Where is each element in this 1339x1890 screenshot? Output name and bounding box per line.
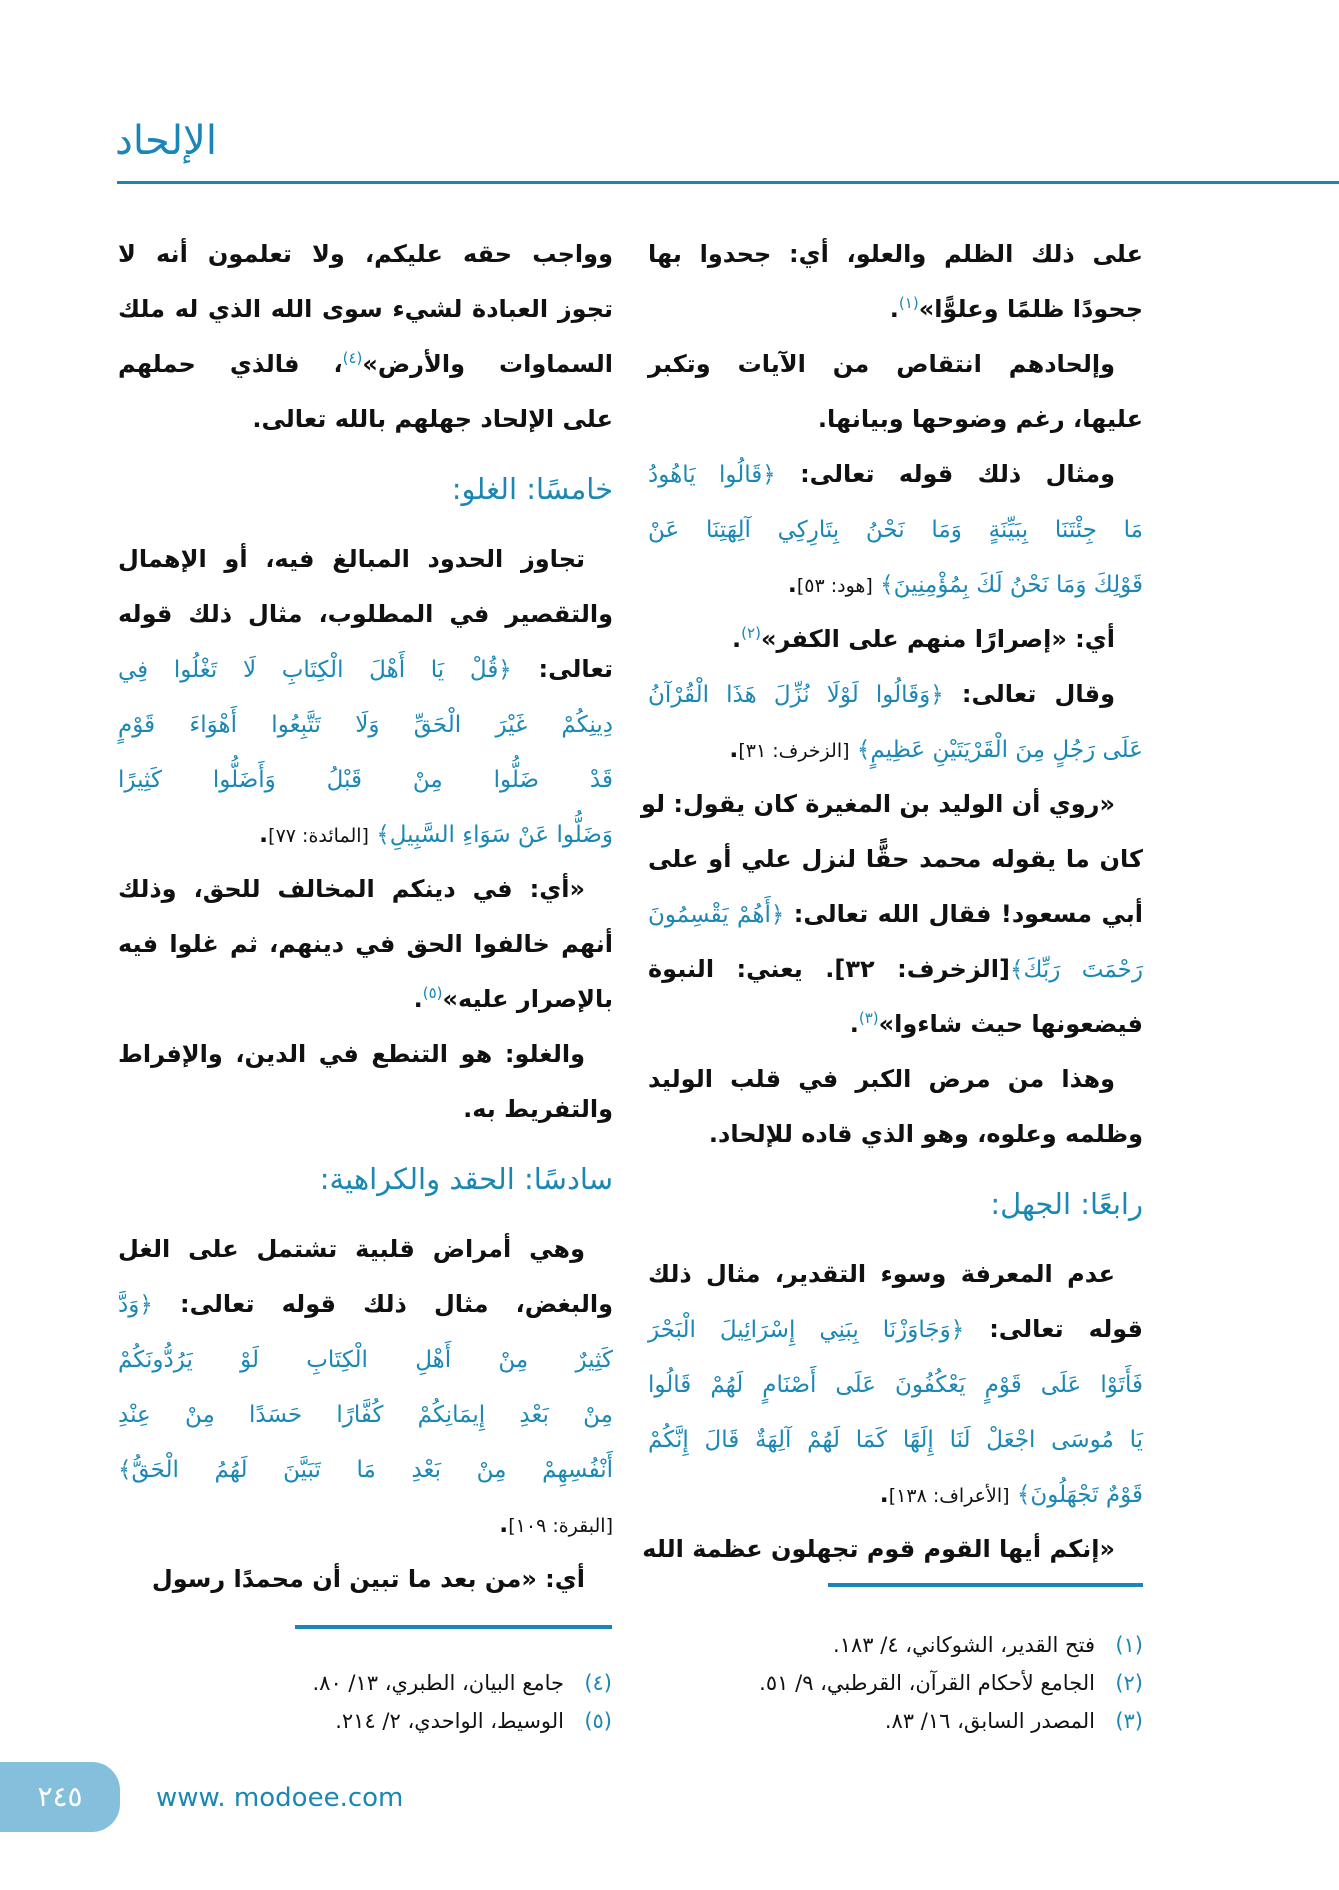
verse-reference: [هود: ٥٣] (796, 575, 873, 597)
verse-reference: [البقرة: ١٠٩] (508, 1515, 613, 1537)
text-line (648, 612, 1143, 667)
body-text: وهي أمراض قلبية تشتمل على الغل (118, 1235, 585, 1263)
body-text: وواجب حقه عليكم، ولا تعلمون أنه لا (118, 240, 613, 268)
text-line (118, 587, 613, 642)
body-text: والتقصير في المطلوب، مثال ذلك قوله (118, 600, 613, 628)
footnote-marker[interactable]: (٣) (858, 1009, 879, 1027)
body-text: وإلحادهم انتقاص من الآيات وتكبر (648, 350, 1115, 378)
quran-verse: ﴿أَهُمْ يَقْسِمُونَ (648, 902, 785, 928)
footnote-text: فتح القدير، الشوكاني، ٤/ ١٨٣. (833, 1633, 1095, 1657)
footnotes-right (759, 1626, 1143, 1740)
text-line (118, 1387, 613, 1442)
text-line (648, 1467, 1143, 1522)
footnote-number: (٥) (584, 1709, 612, 1733)
body-text: بالإصرار عليه» (442, 985, 613, 1013)
running-header-title: الإلحاد (115, 118, 217, 164)
text-line (118, 807, 613, 862)
quran-verse: قَوْلِكَ وَمَا نَحْنُ لَكَ بِمُؤْمِنِينَ﴾ (872, 572, 1143, 598)
body-text: وهذا من مرض الكبر في قلب الوليد (648, 1065, 1115, 1093)
body-text: . (787, 570, 797, 598)
verse-reference: [الأعراف: ١٣٨] (888, 1485, 1010, 1507)
footnote-text: الجامع لأحكام القرآن، القرطبي، ٩/ ٥١. (759, 1671, 1095, 1695)
verse-reference: [الزخرف: ٣١] (738, 740, 850, 762)
body-text: عدم المعرفة وسوء التقدير، مثال ذلك (648, 1260, 1115, 1288)
text-line (118, 1497, 613, 1552)
footnote-marker[interactable]: (٤) (342, 349, 363, 367)
footnote-marker[interactable]: (٥) (422, 984, 443, 1002)
text-line (648, 1302, 1143, 1357)
quran-verse: وَضَلُّوا عَنْ سَوَاءِ السَّبِيلِ﴾ (368, 822, 613, 848)
text-line (118, 862, 613, 917)
section-heading: رابعًا: الجهل: (990, 1187, 1143, 1221)
text-line (118, 1027, 613, 1082)
text-line (640, 777, 1143, 832)
body-text: . (499, 1510, 509, 1538)
quran-verse: دِينِكُمْ غَيْرَ الْحَقِّ وَلَا تَتَّبِعُوا أَهْوَاءَ قَوْمٍ (118, 712, 613, 738)
text-line (648, 1052, 1143, 1107)
text-line (118, 1277, 613, 1332)
text-line (118, 972, 613, 1027)
body-text: كان ما يقوله محمد حقًّا لنزل علي أو على (648, 845, 1143, 873)
text-line (648, 1412, 1143, 1467)
quran-verse: فَأَتَوْا عَلَى قَوْمٍ يَعْكُفُونَ عَلَى أَصْنَامٍ لَهُمْ قَالُوا (648, 1372, 1143, 1398)
body-text: أي: «إصرارًا منهم على الكفر» (760, 625, 1115, 653)
text-line (648, 1107, 1143, 1162)
text-line (648, 667, 1143, 722)
body-text: قوله تعالى: (964, 1315, 1144, 1343)
body-text: أي: «من بعد ما تبين أن محمدًا رسول (151, 1565, 585, 1593)
footnote-text: المصدر السابق، ١٦/ ٨٣. (884, 1709, 1095, 1733)
body-text: فيضعونها حيث شاءوا» (878, 1010, 1143, 1038)
quran-verse: يَا مُوسَى اجْعَلْ لَنَا إِلَهًا كَمَا لَهُمْ آلِهَةٌ قَالَ إِنَّكُمْ (648, 1427, 1143, 1453)
footnote-rule-left (295, 1625, 612, 1629)
quran-verse: قَوْمٌ تَجْهَلُونَ﴾ (1009, 1482, 1143, 1508)
text-line (648, 557, 1143, 612)
text-line (118, 917, 613, 972)
right-column (640, 227, 1144, 1577)
body-text: والبغض، مثال ذلك قوله تعالى: (152, 1290, 613, 1318)
quran-verse: عَلَى رَجُلٍ مِنَ الْقَرْيَتَيْنِ عَظِيمٍ﴾ (849, 737, 1143, 763)
body-text: . (259, 820, 269, 848)
quran-verse: أَنْفُسِهِمْ مِنْ بَعْدِ مَا تَبَيَّنَ لَهُمُ الْحَقُّ﴾ (118, 1457, 613, 1483)
text-line (648, 1357, 1143, 1412)
text-line (118, 532, 613, 587)
text-line (118, 697, 613, 752)
body-text: والغلو: هو التنطع في الدين، والإفراط (118, 1040, 585, 1068)
header-rule (117, 181, 1339, 184)
quran-verse: كَثِيرٌ مِنْ أَهْلِ الْكِتَابِ لَوْ يَرُدُّونَكُمْ (118, 1347, 613, 1373)
footnote-number: (٢) (1115, 1671, 1143, 1695)
footnote (312, 1664, 612, 1702)
website-link[interactable]: www. modoee.com (156, 1783, 404, 1813)
text-line (118, 752, 613, 807)
body-text: «إنكم أيها القوم قوم تجهلون عظمة الله (642, 1535, 1115, 1563)
body-text: تجاوز الحدود المبالغ فيه، أو الإهمال (118, 545, 585, 573)
body-text: والتفريط به. (463, 1095, 613, 1123)
text-line (118, 282, 613, 337)
quran-verse: مَا جِئْتَنَا بِبَيِّنَةٍ وَمَا نَحْنُ بِتَارِكِي آلِهَتِنَا عَنْ (648, 517, 1143, 543)
body-text: على ذلك الظلم والعلو، أي: جحدوا بها (648, 240, 1143, 268)
left-column (118, 227, 613, 1607)
text-line (648, 337, 1143, 392)
footnotes-left (312, 1664, 612, 1740)
quran-verse: ﴿قَالُوا يَاهُودُ (648, 462, 776, 488)
body-text: وقال تعالى: (943, 680, 1116, 708)
page-number-badge: ٢٤٥ (0, 1762, 120, 1832)
body-text: السماوات والأرض» (362, 350, 614, 378)
verse-reference: [المائدة: ٧٧] (268, 825, 369, 847)
text-line (118, 1442, 613, 1497)
quran-verse: ﴿وَجَاوَزْنَا بِبَنِي إِسْرَائِيلَ الْبَحْرَ (648, 1317, 965, 1343)
body-text: عليها، رغم وضوحها وبيانها. (817, 405, 1143, 433)
text-line (118, 337, 613, 392)
footnote (759, 1626, 1143, 1664)
footnote-text: الوسيط، الواحدي، ٢/ ٢١٤. (335, 1709, 564, 1733)
section-heading: سادسًا: الحقد والكراهية: (319, 1162, 613, 1196)
body-text: وظلمه وعلوه، وهو الذي قاده للإلحاد. (708, 1120, 1143, 1148)
footnote-marker[interactable]: (١) (898, 294, 919, 312)
text-line (648, 887, 1143, 942)
text-line (648, 942, 1143, 997)
text-line (642, 1522, 1143, 1577)
text-line (118, 1082, 613, 1137)
text-line (648, 997, 1143, 1052)
body-text: . (889, 295, 899, 323)
body-text: . (849, 1010, 859, 1038)
footnote-number: (٣) (1115, 1709, 1143, 1733)
footnote-number: (١) (1115, 1633, 1143, 1657)
text-line (648, 722, 1143, 777)
quran-verse: ﴿وَدَّ (118, 1292, 153, 1318)
body-text: أنهم خالفوا الحق في دينهم، ثم غلوا فيه (118, 930, 613, 958)
text-line (118, 1552, 613, 1607)
section-heading: خامسًا: الغلو: (451, 472, 613, 506)
footnote (312, 1702, 612, 1740)
text-line (118, 227, 613, 282)
text-line (118, 642, 613, 697)
text-line (648, 832, 1143, 887)
text-line (648, 447, 1143, 502)
body-text: تجوز العبادة لشيء سوى الله الذي له ملك (118, 295, 613, 323)
text-line (648, 502, 1143, 557)
text-line (648, 1247, 1143, 1302)
body-text: جحودًا ظلمًا وعلوًّا» (918, 295, 1143, 323)
footnote (759, 1702, 1143, 1740)
text-line (118, 1222, 613, 1277)
body-text: «أي: في دينكم المخالف للحق، وذلك (118, 875, 585, 903)
body-text: . (879, 1480, 889, 1508)
text-line (648, 392, 1143, 447)
body-text: . (413, 985, 423, 1013)
quran-verse: قَدْ ضَلُّوا مِنْ قَبْلُ وَأَضَلُّوا كَثِيرًا (118, 767, 613, 793)
footnote-text: جامع البيان، الطبري، ١٣/ ٨٠. (312, 1671, 564, 1695)
footnote-rule-right (828, 1583, 1143, 1587)
body-text: [الزخرف: ٣٢]. يعني: النبوة (648, 955, 1010, 983)
body-text: على الإلحاد جهلهم بالله تعالى. (252, 405, 613, 433)
quran-verse: مِنْ بَعْدِ إِيمَانِكُمْ كُفَّارًا حَسَدًا مِنْ عِنْدِ (118, 1402, 613, 1428)
text-line (118, 392, 613, 447)
quran-verse: رَحْمَتَ رَبِّكَ﴾ (1009, 957, 1143, 983)
body-text: أبي مسعود! فقال الله تعالى: (784, 900, 1143, 928)
body-text: «روي أن الوليد بن المغيرة كان يقول: لو (640, 790, 1115, 818)
text-line (648, 282, 1143, 337)
footnote (759, 1664, 1143, 1702)
body-text: . (732, 625, 742, 653)
text-line (648, 227, 1143, 282)
body-text: تعالى: (511, 655, 613, 683)
body-text: . (729, 735, 739, 763)
footnote-number: (٤) (584, 1671, 612, 1695)
body-text: ، فالذي حملهم (118, 350, 343, 378)
body-text: ومثال ذلك قوله تعالى: (775, 460, 1116, 488)
text-line (118, 1332, 613, 1387)
quran-verse: ﴿قُلْ يَا أَهْلَ الْكِتَابِ لَا تَغْلُوا فِي (118, 657, 512, 683)
quran-verse: ﴿وَقَالُوا لَوْلَا نُزِّلَ هَذَا الْقُرْآنُ (648, 682, 944, 708)
footnote-marker[interactable]: (٢) (741, 624, 761, 642)
